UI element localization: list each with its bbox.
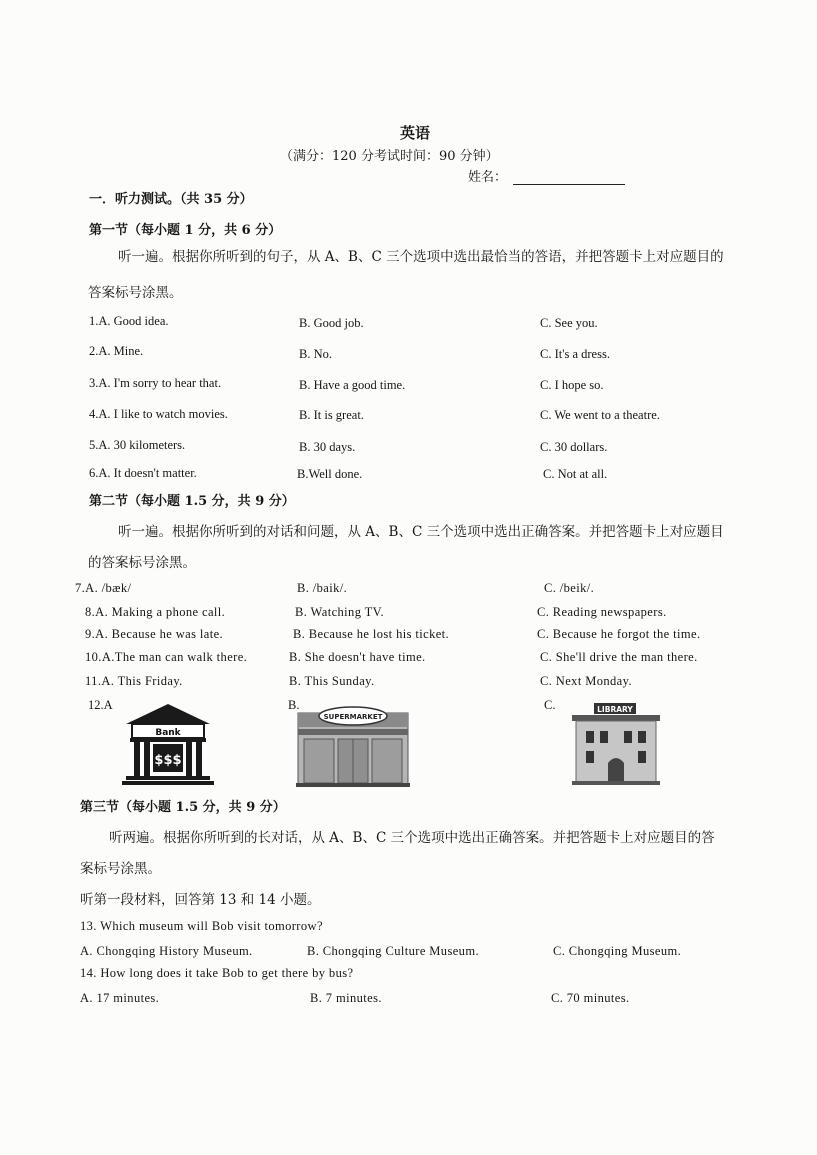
name-label: 姓名： [468, 170, 508, 185]
bank-dollar-signs: $$$ [154, 753, 182, 768]
q6-option-b: B.Well done. [297, 467, 363, 481]
section3-instruction-line2: 案标号涂黑。 [80, 861, 161, 877]
supermarket-sign: SUPERMARKET [323, 713, 383, 721]
q12-option-a-label: 12.A [88, 698, 113, 712]
q1-option-c: C. See you. [540, 316, 598, 330]
q14-stem: 14. How long does it take Bob to get there by bus? [80, 966, 354, 980]
q5-option-a: 5.A. 30 kilometers. [89, 438, 186, 452]
q8-option-c: C. Reading newspapers. [537, 605, 667, 619]
q7-option-c: C. /beik/. [544, 581, 595, 595]
q14-option-a: A. 17 minutes. [80, 991, 160, 1005]
q11-option-c: C. Next Monday. [540, 674, 632, 688]
q9-option-a: 9.A. Because he was late. [85, 627, 224, 641]
exam-subtitle: （满分：120 分考试时间：90 分钟） [280, 149, 499, 164]
q11-option-a: 11.A. This Friday. [85, 674, 183, 688]
q14-option-c: C. 70 minutes. [551, 991, 630, 1005]
name-blank-line [513, 170, 625, 185]
q13-option-b: B. Chongqing Culture Museum. [307, 944, 479, 958]
q4-option-c: C. We went to a theatre. [540, 408, 660, 422]
q4-option-a: 4.A. I like to watch movies. [89, 407, 228, 421]
q12-option-b-label: B. [288, 698, 300, 712]
q13-option-a: A. Chongqing History Museum. [80, 944, 253, 958]
section1-instruction-line1: 听一遍。根据你所听到的句子，从 A、B、C 三个选项中选出最恰当的答语，并把答题卡上对应题目的 [118, 249, 724, 265]
name-field [468, 166, 625, 185]
q4-option-b: B. It is great. [299, 408, 364, 422]
q2-option-a: 2.A. Mine. [89, 344, 144, 358]
q12-option-c-label: C. [544, 698, 556, 712]
q14-option-b: B. 7 minutes. [310, 991, 382, 1005]
q13-option-c: C. Chongqing Museum. [553, 944, 682, 958]
q9-option-c: C. Because he forgot the time. [537, 627, 701, 641]
q10-option-a: 10.A.The man can walk there. [85, 650, 248, 664]
q1-option-b: B. Good job. [299, 316, 364, 330]
section1-heading: 第一节（每小题 1 分，共 6 分） [89, 223, 282, 238]
exam-title: 英语 [400, 124, 431, 142]
section3-instruction-line1: 听两遍。根据你所听到的长对话，从 A、B、C 三个选项中选出正确答案。并把答题卡上对应题目的答 [109, 830, 715, 846]
q6-option-c: C. Not at all. [543, 467, 608, 481]
q3-option-c: C. I hope so. [540, 378, 604, 392]
q7-option-a: 7.A. /bæk/ [75, 581, 132, 595]
q5-option-c: C. 30 dollars. [540, 440, 608, 454]
q10-option-c: C. She'll drive the man there. [540, 650, 698, 664]
bank-sign: Bank [155, 728, 181, 738]
q9-option-b: B. Because he lost his ticket. [293, 627, 450, 641]
section3-heading: 第三节（每小题 1.5 分，共 9 分） [80, 800, 286, 815]
section2-instruction-line2: 的答案标号涂黑。 [88, 555, 196, 571]
q1-option-a: 1.A. Good idea. [89, 314, 169, 328]
section2-heading: 第二节（每小题 1.5 分，共 9 分） [89, 494, 295, 509]
q7-option-b: B. /baik/. [297, 581, 348, 595]
q6-option-a: 6.A. It doesn't matter. [89, 466, 197, 480]
section1-instruction-line2: 答案标号涂黑。 [88, 285, 183, 301]
section2-instruction-line1: 听一遍。根据你所听到的对话和问题，从 A、B、C 三个选项中选出正确答案。并把答题卡上对应题目 [118, 524, 724, 540]
q2-option-b: B. No. [299, 347, 332, 361]
part-heading: 一．听力测试。（共 35 分） [89, 192, 253, 207]
library-sign: LIBRARY [597, 705, 633, 714]
bank-building-icon [122, 702, 214, 786]
q5-option-b: B. 30 days. [299, 440, 356, 454]
q8-option-b: B. Watching TV. [295, 605, 385, 619]
supermarket-building-icon [296, 703, 410, 787]
q3-option-b: B. Have a good time. [299, 378, 406, 392]
section3-material-note: 听第一段材料，回答第 13 和 14 小题。 [80, 892, 321, 908]
q10-option-b: B. She doesn't have time. [289, 650, 426, 664]
q2-option-c: C. It's a dress. [540, 347, 610, 361]
library-building-icon [572, 703, 660, 785]
q8-option-a: 8.A. Making a phone call. [85, 605, 226, 619]
q11-option-b: B. This Sunday. [289, 674, 375, 688]
q13-stem: 13. Which museum will Bob visit tomorrow? [80, 919, 323, 933]
q3-option-a: 3.A. I'm sorry to hear that. [89, 376, 222, 390]
